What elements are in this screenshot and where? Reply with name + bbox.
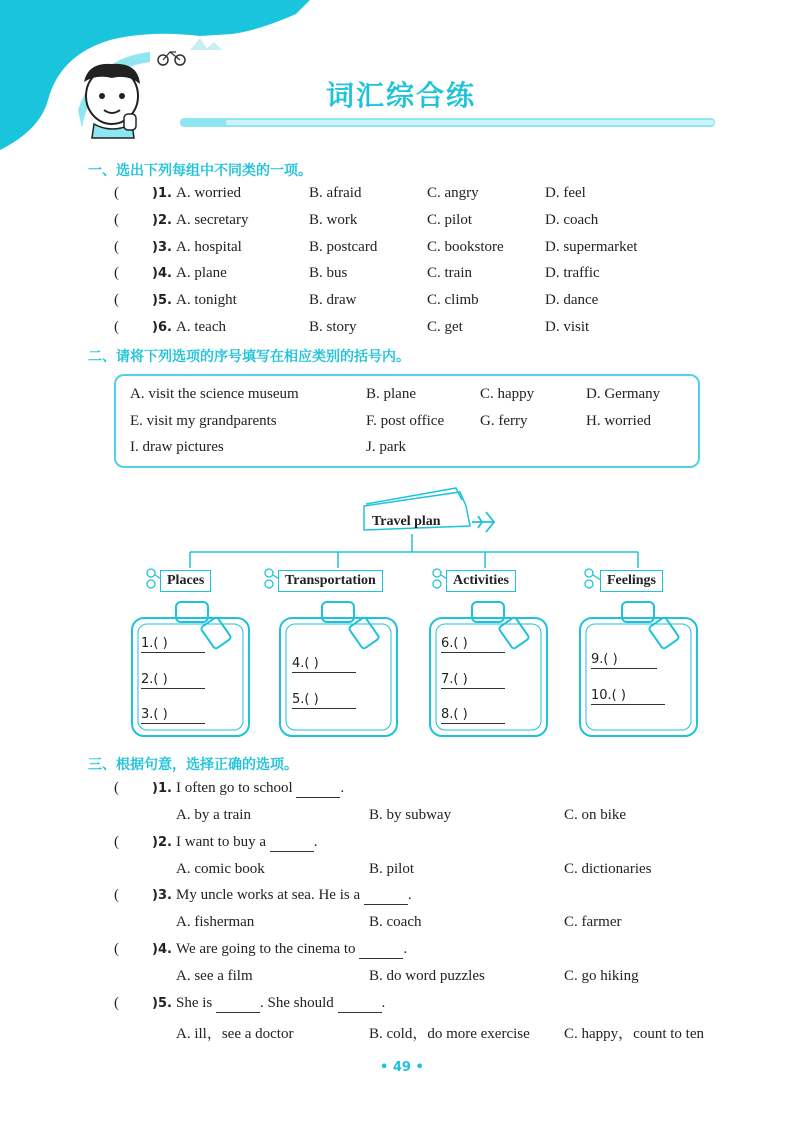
question-number: )1. [152, 781, 172, 796]
answer-slot-5[interactable]: 5.( ) [292, 692, 356, 709]
section1-title: 一、选出下列每组中不同类的一项。 [88, 163, 312, 179]
option-a: A. plane [176, 265, 227, 282]
word-f: F. post office [366, 413, 445, 429]
question-number: )1. [152, 186, 172, 201]
option-d: D. traffic [545, 265, 600, 282]
option-a: A. tonight [176, 292, 237, 309]
option-d: D. feel [545, 185, 586, 201]
option-c: C. farmer [564, 914, 622, 931]
answer-slot-2[interactable]: 2.( ) [141, 672, 205, 689]
category-places: Places [160, 570, 211, 592]
answer-paren-open[interactable]: ( [114, 887, 119, 904]
option-d: D. dance [545, 292, 599, 309]
question-number: )2. [152, 212, 172, 228]
question-stem [176, 995, 385, 1013]
option-a: A. secretary [176, 211, 249, 228]
option-d: D. visit [545, 319, 590, 335]
answer-paren-open[interactable]: ( [114, 319, 119, 335]
question-number: )6. [152, 320, 172, 335]
stem-text: We are going to the cinema to [176, 941, 356, 958]
answer-blank[interactable] [338, 995, 382, 1013]
option-b: B. pilot [369, 860, 415, 877]
word-b: B. plane [366, 386, 416, 402]
answer-paren-open[interactable]: ( [114, 780, 119, 796]
option-c: C. go hiking [564, 968, 639, 985]
stem-text: . [407, 887, 412, 904]
option-b: B. by subway [369, 807, 452, 823]
option-b: B. story [309, 319, 357, 335]
option-c: C. get [427, 319, 463, 335]
travel-plan-label: Travel plan [372, 514, 441, 529]
answer-slot-1[interactable]: 1.( ) [141, 636, 205, 653]
answer-paren-open[interactable]: ( [114, 833, 119, 850]
option-c: C. bookstore [427, 238, 504, 255]
answer-paren-open[interactable]: ( [114, 265, 119, 282]
option-c: C. train [427, 265, 472, 282]
option-a: A. by a train [176, 807, 251, 823]
question-stem [176, 780, 344, 798]
stem-text: . [340, 780, 345, 796]
answer-blank[interactable] [270, 834, 314, 852]
answer-slot-7[interactable]: 7.( ) [441, 672, 505, 689]
option-c: C. on bike [564, 807, 627, 823]
option-b: B. postcard [309, 238, 378, 255]
option-a: A. comic book [176, 860, 265, 877]
stem-text: . [381, 994, 386, 1011]
answer-blank[interactable] [216, 995, 260, 1013]
answer-paren-open[interactable]: ( [114, 941, 119, 958]
page-number: • 49 • [380, 1060, 424, 1075]
question-number: )3. [152, 239, 172, 255]
word-c: C. happy [480, 386, 535, 402]
option-d: D. coach [545, 211, 599, 228]
answer-blank[interactable] [359, 941, 403, 959]
word-e: E. visit my grandparents [130, 413, 277, 429]
option-d: D. supermarket [545, 238, 638, 255]
section3-title: 三、根据句意，选择正确的选项。 [88, 757, 298, 773]
option-b: B. draw [309, 292, 357, 309]
page-title: 词汇综合练 [326, 79, 477, 112]
answer-slot-6[interactable]: 6.( ) [441, 636, 505, 653]
word-a: A. visit the science museum [130, 386, 299, 402]
answer-slot-3[interactable]: 3.( ) [141, 707, 205, 724]
question-number: )3. [152, 888, 172, 904]
word-d: D. Germany [586, 386, 661, 402]
question-stem [176, 887, 412, 905]
question-stem [176, 941, 407, 959]
word-i: I. draw pictures [130, 439, 224, 455]
answer-paren-open[interactable]: ( [114, 211, 119, 228]
stem-text: I want to buy a [176, 833, 266, 850]
word-h: H. worried [586, 413, 651, 429]
option-b: B. coach [369, 914, 422, 931]
answer-blank[interactable] [364, 887, 408, 905]
word-j: J. park [366, 439, 406, 455]
suitcase-feelings [580, 602, 697, 736]
answer-slot-10[interactable]: 10.( ) [591, 688, 665, 705]
option-c: C. happy，count to ten [564, 1025, 704, 1042]
answer-paren-open[interactable]: ( [114, 238, 119, 255]
option-c: C. angry [427, 185, 479, 201]
option-b: B. work [309, 211, 358, 228]
stem-text: . [313, 833, 318, 850]
option-a: A. hospital [176, 238, 242, 255]
answer-paren-open[interactable]: ( [114, 292, 119, 309]
word-g: G. ferry [480, 413, 528, 429]
option-c: C. pilot [427, 211, 473, 228]
question-number: )5. [152, 293, 172, 309]
stem-text: . [403, 941, 408, 958]
option-b: B. cold，do more exercise [369, 1025, 530, 1042]
answer-slot-4[interactable]: 4.( ) [292, 656, 356, 673]
option-c: C. dictionaries [564, 860, 652, 877]
category-transportation: Transportation [278, 570, 383, 592]
answer-paren-open[interactable]: ( [114, 994, 119, 1011]
category-activities: Activities [446, 570, 516, 592]
option-c: C. climb [427, 292, 479, 309]
stem-text: My uncle works at sea. He is a [176, 887, 361, 904]
stem-text: She is [176, 994, 213, 1011]
option-b: B. bus [309, 265, 348, 282]
option-b: B. afraid [309, 185, 362, 201]
question-number: )5. [152, 995, 172, 1011]
option-a: A. teach [176, 319, 226, 335]
answer-blank[interactable] [296, 780, 340, 798]
option-a: A. see a film [176, 968, 253, 985]
option-a: A. fisherman [176, 914, 255, 931]
question-number: )4. [152, 266, 172, 282]
section2-title: 二、请将下列选项的序号填写在相应类别的括号内。 [88, 349, 410, 365]
word-bank-box [114, 374, 700, 468]
option-a: A. ill，see a doctor [176, 1025, 294, 1042]
answer-slot-8[interactable]: 8.( ) [441, 707, 505, 724]
stem-text: . She should [260, 994, 334, 1011]
option-b: B. do word puzzles [369, 968, 485, 985]
answer-paren-open[interactable]: ( [114, 185, 119, 201]
question-stem [176, 834, 317, 852]
boy-illustration [84, 64, 140, 138]
stem-text: I often go to school [176, 780, 293, 796]
answer-slot-9[interactable]: 9.( ) [591, 652, 657, 669]
option-a: A. worried [176, 185, 241, 201]
question-number: )2. [152, 834, 172, 850]
question-number: )4. [152, 942, 172, 958]
category-feelings: Feelings [600, 570, 663, 592]
